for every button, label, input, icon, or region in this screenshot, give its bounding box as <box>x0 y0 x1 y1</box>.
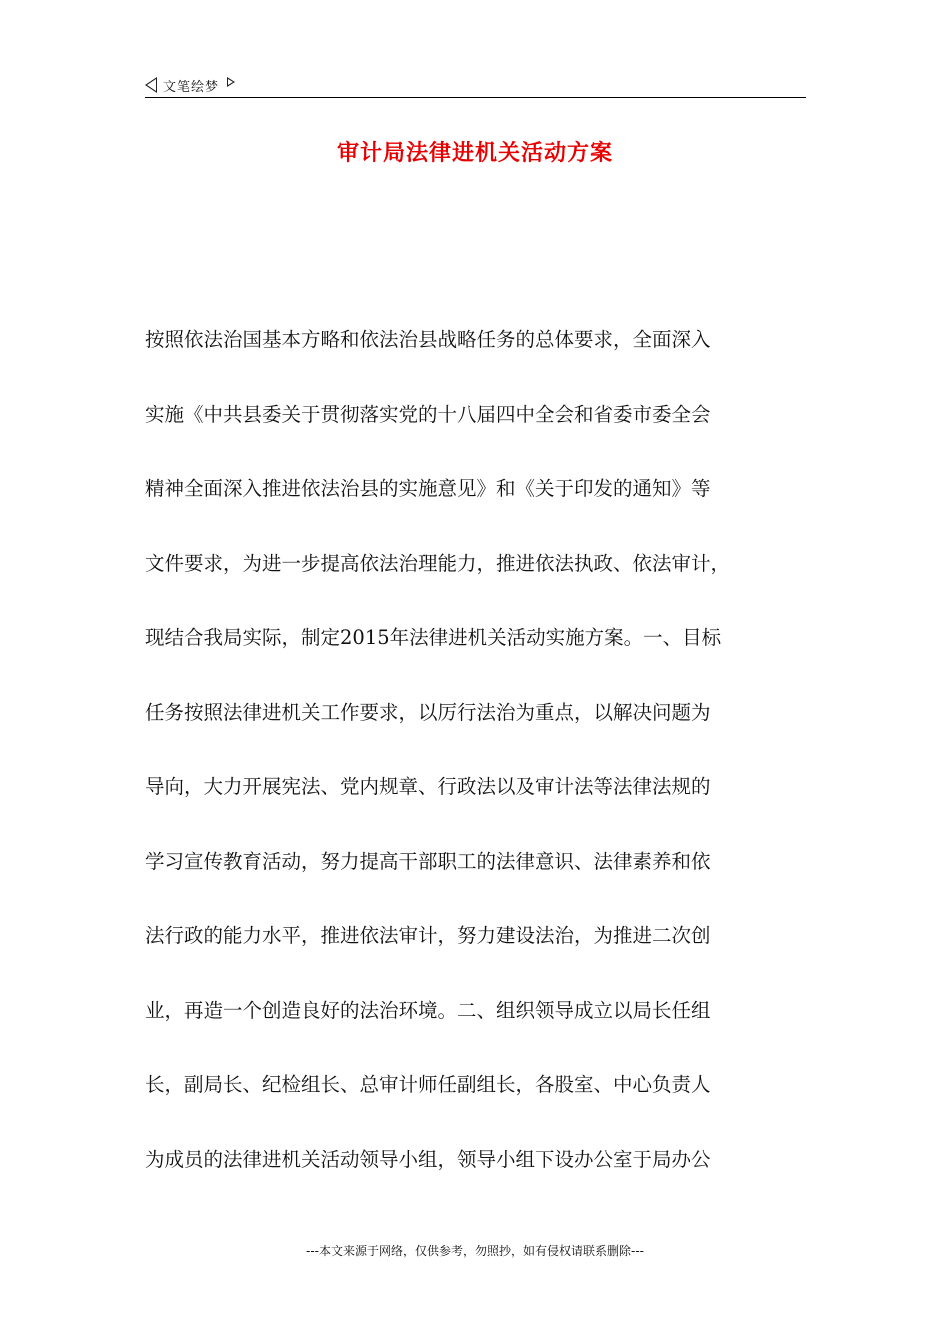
header-divider <box>145 97 806 98</box>
body-line: 任务按照法律进机关工作要求，以厉行法治为重点，以解决问题为 <box>145 700 711 724</box>
body-line: 文件要求，为进一步提高依法治理能力，推进依法执政、依法审计， <box>145 551 731 575</box>
body-line: 学习宣传教育活动，努力提高干部职工的法律意识、法律素养和依 <box>145 849 711 873</box>
triangle-right-icon <box>227 77 235 87</box>
body-line: 长，副局长、纪检组长、总审计师任副组长，各股室、中心负责人 <box>145 1073 711 1096</box>
document-body <box>145 320 810 1214</box>
triangle-left-icon <box>145 77 157 93</box>
body-line: 为成员的法律进机关活动领导小组，领导小组下设办公室于局办公 <box>145 1147 711 1171</box>
header-brand: 文笔绘梦 <box>163 79 220 95</box>
footer-notice: ---本文来源于网络，仅供参考，勿照抄，如有侵权请联系删除--- <box>306 1244 644 1258</box>
body-line: 按照依法治国基本方略和依法治县战略任务的总体要求，全面深入 <box>145 328 711 351</box>
document-title: 审计局法律进机关活动方案 <box>336 141 613 166</box>
page-header <box>145 74 806 96</box>
body-line: 实施《中共县委关于贯彻落实党的十八届四中全会和省委市委全会 <box>145 402 711 426</box>
body-line: 现结合我局实际，制定2015年法律进机关活动实施方案。一、目标 <box>145 626 722 649</box>
body-line: 业，再造一个创造良好的法治环境。二、组织领导成立以局长任组 <box>145 998 711 1022</box>
body-line: 法行政的能力水平，推进依法审计，努力建设法治，为推进二次创 <box>145 924 711 947</box>
body-line: 导向，大力开展宪法、党内规章、行政法以及审计法等法律法规的 <box>145 775 711 798</box>
body-line: 精神全面深入推进依法治县的实施意见》和《关于印发的通知》等 <box>145 477 711 500</box>
